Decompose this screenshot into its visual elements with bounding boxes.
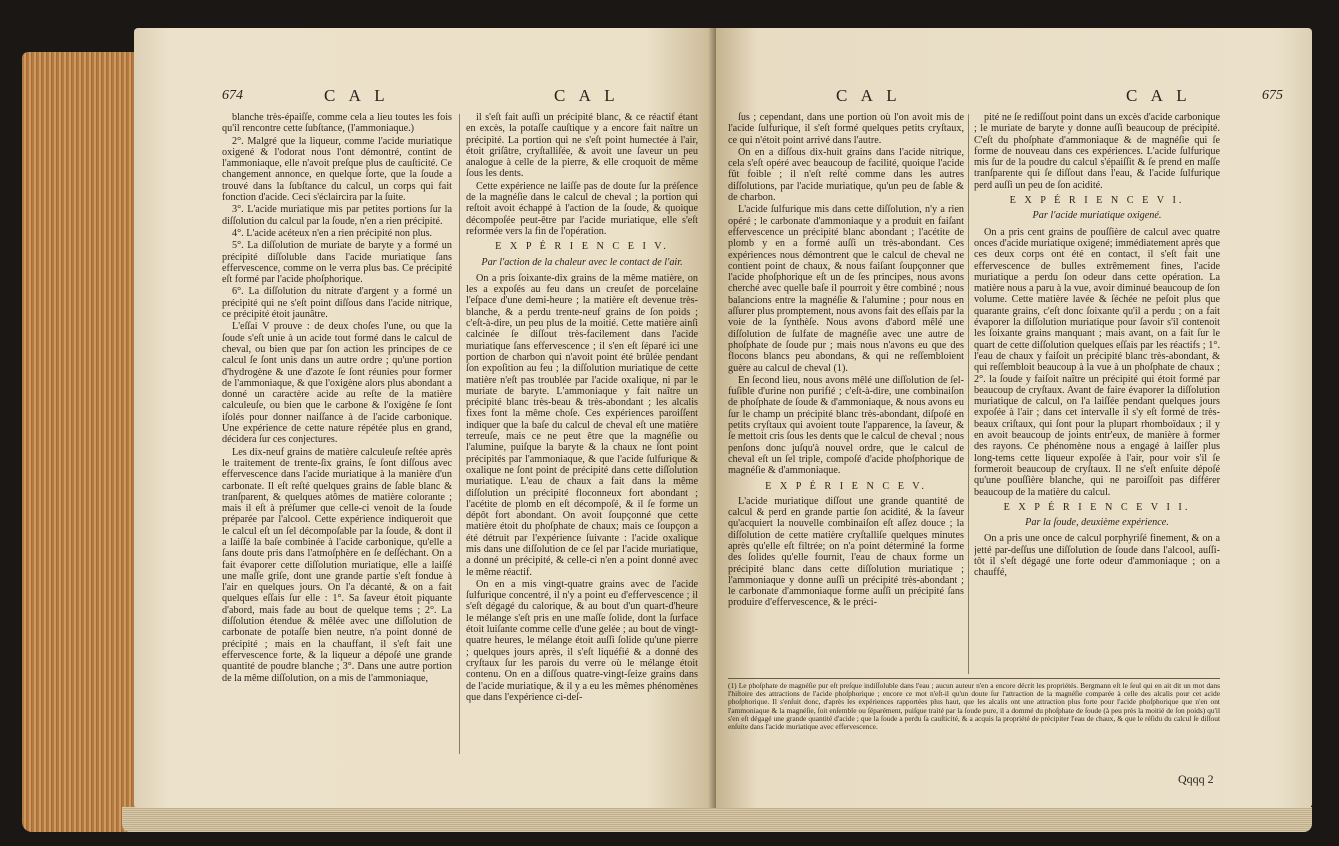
text-column-2	[974, 112, 1220, 674]
paragraph: 4°. L'acide acéteux n'en a rien précipité non plus.	[232, 227, 433, 239]
paragraph: En ſecond lieu, nous avons mêlé une diſſolution de ſel-fuſible d'urine non purifié ; c'eſt-à-dire, une combinaiſon de phoſphate de ſoude & d'ammoniaque, & nous avons eu ſur le champ un précipité blanc très-abondant, diſpoſé en petits cryſtaux qui avoient toute l'apparence, la ſaveur, & ſe mettoit cris ſous les dents que le calcul de cheval ; nous penſons donc juſqu'à nouvel ordre, que le calcul de cheval eſt un ſel triple, compoſé d'acide phoſphorique de magnéſie & d'ammoniaque.	[728, 374, 964, 477]
page-number: 674	[222, 88, 243, 103]
paragraph: Cette expérience ne laiſſe pas de doute ſur la préſence de la magnéſie dans le calcul de cheval ; la portion qui reſtoit avoit échappé à l'action de la ſoude, & quoique décompoſée peut-être par l'acide muriatique, elle s'eſt reformée vers la fin de l'opération.	[466, 180, 698, 237]
paragraph: ſus ; cependant, dans une portion où l'on avoit mis de l'acide ſulfurique, il s'eſt formé quelques petits cryſtaux, ce qui n'étoit point arrivé dans l'autre.	[728, 112, 964, 146]
paragraph: L'acide muriatique diſſout une grande quantité de calcul & perd en grande partie ſon acidité, & la ſaveur qu'acquiert la nouvelle combinaiſon eſt aſſez douce ; la diſſolution de cette matière cryſtalliſe quelques minutes après qu'elle eſt filtrée; on n'a point déterminé la forme des ſolides qu'elle fournit, l'eau de chaux forme un précipité blanc dans cette diſſolution muriatique ; l'ammoniaque y donne auſſi un précipité très-abondant ; le carbonate d'ammoniaque forme auſſi un précipité ſans produire d'effervescence, & le préci-	[728, 495, 964, 609]
text-column-1	[222, 112, 452, 762]
paragraph: 2°. Malgré que la liqueur, comme l'acide muriatique oxigené & l'odorat nous l'ont démontré, contint de l'ammoniaque, elle n'avoit preſque plus de cauſticité. Ce changement annonce, en quelque ſorte, que la ſoude a trouvé dans la ſubſtance du calcul, un corps qui fait fonction d'acide. Ceci s'éclaircira par la ſuite.	[222, 135, 452, 204]
paragraph: L'eſſai V prouve : de deux choſes l'une, ou que la ſoude s'eſt unie à un acide tout formé dans le calcul de cheval, ou bien que par ſon action les principes de ce calcul ſe ſont unis dans un autre ordre ; qu'une portion d'hydrogène & une d'azote ſe ſont réunies pour former de l'ammoniaque, & que l'oxigène alors plus abondant a donné un caractère acide au reſte de la matière calculeuſe, ou bien que le carbone & l'oxigène ſe ſont iſolés pour donner naiſſance à de l'acide carbonique. Une expérience de cette nature répétée plus en grand, décidera ſur ces conjectures.	[222, 321, 452, 446]
paragraph: Les dix-neuf grains de matière calculeuſe reſtée après le traitement de trente-ſix grains, ſe ſont diſſous avec effervescence dans l'acide muriatique à la manière d'un carbonate. Il eſt reſté quelques grains de ſable blanc & tranſparent, & quelques atômes de matière colorante ; mais il eſt à préſumer que celle-ci venoit de la ſoude préparée par l'alcool. Cette expérience indiqueroit que le calcul eſt un ſel décompoſable par la ſoude, & dont il a laiſſé la baſe combinée à l'acide carbonique, qu'elle a ſans doute pris dans l'atmoſphère en ſe deſſéchant. On a fait évaporer cette diſſolution muriatique, elle a laiſſé une maſſe griſe, dont une grande partie s'eſt fondue à l'air en quelques jours. On l'a décanté, & on a fait quelques eſſais ſur elle : 1°. Sa ſaveur étoit piquante d'abord, mais fade au bout de quelque tems ; 2°. La diſſolution étendue & mêlée avec une diſſolution de carbonate de potaſſe bien neutre, n'a point donné de précipité ; mais en la chauffant, il s'eſt fait une effervescence forte, & la liqueur a dépoſé une grande quantité de poudre blanche ; 3°. Dans une autre portion de la même diſſolution, on a mis de l'ammoniaque,	[222, 446, 452, 684]
running-header-right: C A L	[1126, 86, 1192, 105]
section-subheading: Par l'action de la chaleur avec le contact de l'air.	[481, 256, 683, 268]
paragraph: On en a mis vingt-quatre grains avec de l'acide ſulfurique concentré, il n'y a point eu d'effervescence ; il s'eſt dégagé du calorique, & au bout d'un quart-d'heure le mélange s'eſt pris en une maſſe ſolide, dont la ſurface étoit luiſante comme celle d'une gelée ; au bout de vingt-quatre heures, le mélange étoit auſſi ſolide qu'une pierre ; quelques jours après, il s'eſt liquéfié & a donné des cryſtaux ſur les parois du verre où le mélange étoit contenu. On en a diſſous quatre-vingt-ſeize grains dans de l'acide muriatique, & il y a eu les mêmes phénomènes que dans l'expérience ci-deſ-	[466, 578, 698, 703]
page-number: 675	[1262, 88, 1283, 103]
paragraph: On a pris une once de calcul porphyriſé finement, & on a jetté par-deſſus une diſſolution de ſoude dans l'alcool, auſſi-tôt il s'eſt dégagé une forte odeur d'ammoniaque ; on a chauffé,	[974, 533, 1220, 579]
text-column-2	[466, 112, 698, 772]
book-bottom-edge	[122, 807, 1312, 832]
paragraph: On a pris ſoixante-dix grains de la même matière, on les a expoſés au feu dans un creuſet de porcelaine l'eſpace d'une demi-heure ; la matière eſt devenue très-blanche, & a perdu trente-neuf grains de ſon poids ; c'eſt-à-dire, un peu plus de la moitié. Cette matière ainſi calcinée ſe diſſout très-facilement dans l'acide muriatique ſans effervescence ; il s'en eſt ſéparé ici une portion de charbon qui n'avoit point été brûlée pendant ſon expoſition au feu ; la diſſolution muriatique de cette matière n'eſt pas troublée par l'acide oxalique, ni par le muriate de baryte. L'ammoniaque y fait naître un précipité blanc très-beau & très-abondant ; les alcalis fixes font la même choſe. Ces expériences paroiſſent indiquer que la baſe du calcul de cheval eſt une matière terreuſe, mais ce ne peut être que la magnéſie ou l'alumine, puiſque la baryte & la chaux ne ſont point précipités par l'ammoniaque, & que l'acide ſulfurique & oxalique ne ſont point de précipité dans cette diſſolution muriatique. L'eau de chaux a fait dans la même diſſolution un précipité floconneux fort abondant ; l'acétite de plomb en eſt décompoſé, & il ſe forme un dépôt fort abondant. On avoit ſoupçonné que cette matière étoit du phoſphate de chaux; mais ce ſoupçon a été détruit par l'expérience ſuivante : l'acide oxalique mis dans une diſſolution de ce ſel par l'acide muriatique, a donné un précipité, & celle-ci n'en a point donné avec le même réactif.	[466, 272, 698, 578]
signature-mark: Qqqq 2	[1178, 772, 1214, 786]
section-heading: E X P É R I E N C E V.	[765, 480, 927, 492]
column-divider	[459, 114, 460, 754]
column-divider	[968, 114, 969, 674]
footnote-rule	[728, 678, 1220, 679]
paragraph: L'acide ſulfurique mis dans cette diſſolution, n'y a rien opéré ; le carbonate d'ammoniaque y a produit en faiſant effervescence un précipité blanc abondant ; l'acétite de plomb y en a formé auſſi un très-abondant. Ces expériences nous démontrent que le calcul de cheval ne contient point de chaux, & nous faiſant ſoupçonner que l'acide phoſphorique eſt un de ſes principes, nous avons cherché avec quelle baſe il pourroit y être combiné ; nous balancions entre la magnéſie & l'alumine ; pour nous en aſſurer plus promptement, nous avons fait des eſſais par la voie de la ſynthèſe. Nous avons d'abord mêlé une diſſolution de ſulfate de magnéſie avec une autre de phoſphate de ſoude pur ; mais nous n'avons eu que des flocons blancs peu abondans, & qui ne reſſembloient guère au calcul de cheval (1).	[728, 204, 964, 374]
paragraph: blanche très-épaiſſe, comme cela a lieu toutes les fois qu'il rencontre cette ſubſtance, (l'ammoniaque.)	[222, 112, 452, 135]
paragraph: pité ne ſe rediſſout point dans un excès d'acide carbonique ; le muriate de baryte y donne auſſi beaucoup de précipité. C'eſt du phoſphate d'ammoniaque & de magnéſie qui ſe forme de nouveau dans ces expériences. L'acide ſulfurique mis ſur de la poudre du calcul s'épaiſſit & ſe prend en maſſe tranſparente qui ſe diſſout dans l'eau, & l'acide ſulfurique perd auſſi un peu de ſon acidité.	[974, 112, 1220, 191]
section-subheading: Par la ſoude, deuxième expérience.	[1025, 517, 1169, 529]
open-book	[22, 22, 1322, 832]
section-subheading: Par l'acide muriatique oxigené.	[1032, 210, 1162, 222]
section-heading: E X P É R I E N C E I V.	[495, 241, 669, 253]
section-heading: E X P É R I E N C E V I.	[1009, 195, 1185, 207]
paragraph: 3°. L'acide muriatique mis par petites portions ſur la diſſolution du calcul par la ſoude, n'en a rien précipité.	[222, 204, 452, 227]
paragraph: On a pris cent grains de pouſſière de calcul avec quatre onces d'acide muriatique oxigené; immédiatement après que ces deux corps ont été en contact, il s'eſt fait une effervescence de bulles extrêmement fines, l'acide muriatique a perdu ſon odeur dans cette opération. La matière nous a paru à la vue, avoir diminué beaucoup de ſon volume. Cette matière lavée & ſéchée ne peſoit plus que quarante grains, c'eſt donc ſoixante qu'il a perdu ; on a fait évaporer la diſſolution muriatique pour ſavoir s'il contenoit les ſoixante grains manquant ; mais avant, on a fait ſur le quart de cette diſſolution quelques eſſais par les réactifs ; 1°. l'eau de chaux y faiſoit un précipité blanc très-abondant, & qui reſſembloit beaucoup à la vue à un phoſphate de chaux ; 2°. la ſoude y faiſoit naître un précipité qui étoit formé par beaucoup de cryſtaux. Avant de faire évaporer la diſſolution muriatique de calcul, on l'a laiſſée pendant quelques jours expoſée à l'air ; dans cet intervalle il s'y eſt formé de très-beaux criſtaux, qui ſont pour la plupart rhomboïdaux ; il y en avoit beaucoup de joints entr'eux, de manière à former des rayons. Ce phénomène nous a engagé à laiſſer plus long-tems cette liqueur expoſée à l'air, pour voir s'il ſe formeroit beaucoup de cryſtaux. Il ne s'eſt enſuite dépoſé qu'une pouſſière blanche, qui ne paroiſſoit pas différer beaucoup de la matière du calcul.	[974, 226, 1220, 498]
section-heading: E X P É R I E N C E V I I.	[1003, 501, 1191, 513]
running-header-right: C A L	[554, 86, 620, 105]
paragraph: On en a diſſous dix-huit grains dans l'acide nitrique, cela s'eſt opéré avec beaucoup de facilité, quoique l'acide fût foible ; il n'eſt reſté comme dans les autres diſſolutions, par l'acide muriatique, qu'un peu de ſable & de charbon.	[728, 146, 964, 204]
paragraph: 5°. La diſſolution de muriate de baryte y a formé un précipité diſſoluble dans l'acide muriatique ſans effervescence, comme on le verra plus bas. Ce précipité eſt formé par l'acide phoſphorique.	[222, 240, 452, 286]
text-column-1	[728, 112, 964, 672]
right-page	[716, 28, 1312, 808]
paragraph: il s'eſt fait auſſi un précipité blanc, & ce réactif étant en excès, la potaſſe cauſtique y a encore fait naître un précipité. La portion qui ne s'eſt point humectée à l'air, étoit griſâtre, cryſtalliſée, & avoit une ſaveur un peu analogue à celle de la pierre, & elle croquoit de même ſous les dents.	[466, 112, 698, 180]
book-fore-edge	[22, 52, 142, 832]
running-header-left: C A L	[836, 86, 902, 105]
footnote: (1) Le phoſphate de magnéſie pur eſt preſque indiſſoluble dans l'eau ; aucun auteur n'en a encore décrit les propriétés. Bergmann eſt le ſeul qui en ait dit un mot dans l'hiſtoire des attractions de l'acide phoſphorique ; encore ce mot n'eſt-il qu'un doute ſur l'attraction de la magnéſie comparée à celle des alcalis pour cet acide phoſphorique. Il s'enſuit donc, d'après les expériences rapportées plus haut, que les alcalis ont une attraction plus forte pour l'acide phoſphorique que n'en ont l'ammoniaque & la magnéſie, ſoit enſemble ou ſéparément, puiſque traité par la ſoude pure, il a dommé du phoſphate de ſoude (à peu près la moitié de ſon poids) qu'il s'en eſt dégagé une grande quantité d'acide ; que la ſoude a perdu ſa cauſticité, & a acquis la propriété de précipiter l'eau de chaux, & que le réſidu du calcul ſe diſſout enſuite dans l'acide muriatique avec effervescence.	[728, 682, 1220, 732]
paragraph: 6°. La diſſolution du nitrate d'argent y a formé un précipité qui ne s'eſt point diſſous dans l'acide nitrique, ce précipité étoit jaunâtre.	[222, 286, 452, 321]
left-page	[134, 28, 716, 808]
running-header-left: C A L	[324, 86, 390, 105]
